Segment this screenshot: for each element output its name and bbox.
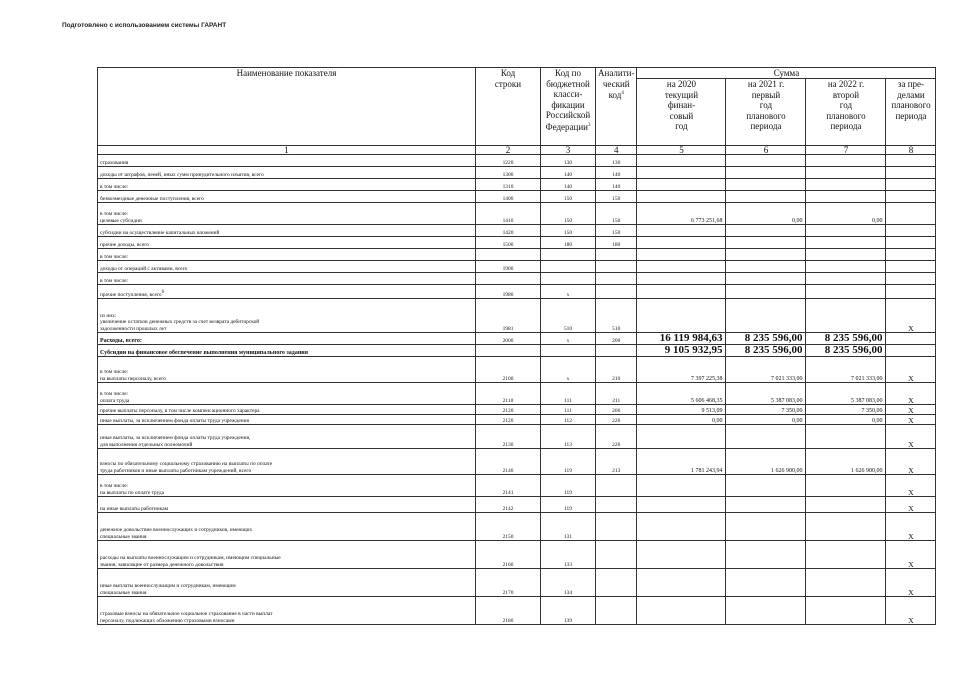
row-code: 1410 (476, 203, 541, 225)
sum-2022 (806, 425, 886, 449)
sum-2020: 9 105 932,95 (637, 345, 726, 357)
sum-beyond: X (886, 425, 936, 449)
sum-2022 (806, 285, 886, 299)
sum-2021 (726, 541, 806, 569)
sum-2020 (637, 425, 726, 449)
indicator-name: доходы от штрафов, пеней, иных сумм принудительного изъятия, всего (98, 167, 476, 179)
sum-2021 (726, 225, 806, 237)
analytic-code: 226 (596, 415, 637, 425)
sum-2022 (806, 155, 886, 167)
budget-code: 140 (541, 179, 596, 191)
sum-2021 (726, 425, 806, 449)
sum-2022: 7 021 333,00 (806, 357, 886, 383)
analytic-code: 180 (596, 237, 637, 249)
table-row (98, 497, 936, 513)
budget-code (541, 273, 596, 285)
row-code: 1420 (476, 225, 541, 237)
row-code: 2100 (476, 357, 541, 383)
sum-beyond: X (886, 299, 936, 333)
sum-beyond (886, 225, 936, 237)
sum-2021: 8 235 596,00 (726, 345, 806, 357)
budget-code: x (541, 285, 596, 299)
sum-beyond: X (886, 475, 936, 497)
sum-beyond (886, 191, 936, 203)
budget-code (541, 249, 596, 261)
analytic-code: 150 (596, 225, 637, 237)
budget-code: x (541, 357, 596, 383)
indicator-name: иные выплаты военнослужащим и сотрудникам, имеющим специальные звания (98, 569, 476, 597)
row-code: 2180 (476, 597, 541, 625)
budget-code: 510 (541, 299, 596, 333)
analytic-code (596, 569, 637, 597)
sum-2022 (806, 225, 886, 237)
table-row (98, 299, 936, 333)
sum-2021 (726, 497, 806, 513)
sum-2022 (806, 191, 886, 203)
table-row (98, 237, 936, 249)
indicator-name: в том числе: на выплаты по оплате труда (98, 475, 476, 497)
budget-code: x (541, 333, 596, 345)
indicator-name: прочие выплаты персоналу, в том числе компенсационного характера (98, 405, 476, 415)
sum-2020 (637, 285, 726, 299)
row-code: 2000 (476, 333, 541, 345)
row-code: 2130 (476, 425, 541, 449)
sum-2021 (726, 569, 806, 597)
sum-2020 (637, 497, 726, 513)
sum-2020 (637, 541, 726, 569)
sum-2020: 16 119 984,63 (637, 333, 726, 345)
table-row (98, 191, 936, 203)
table-row (98, 345, 936, 357)
indicator-name: субсидии на осуществление капитальных вложений (98, 225, 476, 237)
header-analytic-code: Аналити- ческий код$^4$ (596, 68, 637, 146)
sum-beyond: X (886, 449, 936, 475)
indicator-name: страхования (98, 155, 476, 167)
sum-2021 (726, 273, 806, 285)
sum-2021 (726, 155, 806, 167)
sum-2022 (806, 569, 886, 597)
analytic-code (596, 261, 637, 273)
budget-code (541, 345, 596, 357)
table-row (98, 597, 936, 625)
sum-2022 (806, 299, 886, 333)
sum-beyond: X (886, 597, 936, 625)
sum-2020 (637, 179, 726, 191)
sum-2022 (806, 273, 886, 285)
indicator-name: в том числе: на выплаты персоналу, всего (98, 357, 476, 383)
row-code: 2142 (476, 497, 541, 513)
row-code: 1310 (476, 179, 541, 191)
analytic-code: 266 (596, 405, 637, 415)
indicator-name: в том числе: оплата труда (98, 383, 476, 405)
sum-2022 (806, 167, 886, 179)
sum-beyond (886, 273, 936, 285)
table-row (98, 541, 936, 569)
sum-2021 (726, 249, 806, 261)
budget-code: 180 (541, 237, 596, 249)
financial-plan-table (97, 67, 936, 625)
indicator-name: иные выплаты, за исключением фонда оплаты труда учреждения, для выполнения отдельных полномочий (98, 425, 476, 449)
sum-2020: 6 773 251,68 (637, 203, 726, 225)
budget-code: 130 (541, 155, 596, 167)
row-code: 2150 (476, 513, 541, 541)
sum-2020 (637, 191, 726, 203)
sum-2021: 7 350,00 (726, 405, 806, 415)
sum-beyond (886, 261, 936, 273)
sum-2020: 0,00 (637, 415, 726, 425)
analytic-code (596, 497, 637, 513)
table-row (98, 449, 936, 475)
sum-2021 (726, 261, 806, 273)
table-row (98, 155, 936, 167)
analytic-code: 200 (596, 333, 637, 345)
analytic-code: 130 (596, 155, 637, 167)
table-row (98, 357, 936, 383)
header-code: Код строки (476, 68, 541, 146)
sum-2022 (806, 237, 886, 249)
sum-beyond (886, 203, 936, 225)
analytic-code: 213 (596, 449, 637, 475)
sum-2022 (806, 249, 886, 261)
table-row (98, 513, 936, 541)
table-row (98, 273, 936, 285)
header-2020: на 2020 текущий финан- совый год (637, 79, 726, 146)
header-budget-code: Код по бюджетной класси- фикации Российской Федерации$^3$ (541, 68, 596, 146)
table-row (98, 203, 936, 225)
indicator-name: страховые взносы на обязательное социальное страхование в части выплат персоналу, подлежащих обложению страховыми взносами (98, 597, 476, 625)
table-row (98, 569, 936, 597)
sum-beyond: X (886, 415, 936, 425)
row-code (476, 273, 541, 285)
sum-beyond (886, 249, 936, 261)
budget-code: 111 (541, 405, 596, 415)
col-number: 8 (886, 146, 936, 155)
row-code: 1980 (476, 285, 541, 299)
sum-2022: 5 387 083,00 (806, 383, 886, 405)
sum-2021 (726, 513, 806, 541)
indicator-name: взносы по обязательному социальному страхованию на выплаты по оплате труда работников и иные выплаты работникам учреждений, всего (98, 449, 476, 475)
garant-note: Подготовлено с использованием системы ГАРАНТ (62, 22, 227, 29)
indicator-name: безвозмездные денежные поступления, всего (98, 191, 476, 203)
sum-beyond: X (886, 541, 936, 569)
analytic-code: 140 (596, 179, 637, 191)
analytic-code (596, 273, 637, 285)
row-code (476, 249, 541, 261)
sum-beyond (886, 179, 936, 191)
sum-2022 (806, 497, 886, 513)
sum-2021: 8 235 596,00 (726, 333, 806, 345)
table-row (98, 225, 936, 237)
sum-2020 (637, 155, 726, 167)
indicator-name: в том числе: (98, 179, 476, 191)
sum-2022 (806, 597, 886, 625)
row-code: 1900 (476, 261, 541, 273)
indicator-name: Субсидии на финансовое обеспечение выполнения муниципального задания (98, 345, 476, 357)
analytic-code (596, 285, 637, 299)
indicator-name: в том числе: (98, 273, 476, 285)
analytic-code: 150 (596, 203, 637, 225)
sum-2022: 8 235 596,00 (806, 345, 886, 357)
header-2021: на 2021 г. первый год планового периода (726, 79, 806, 146)
sum-beyond (886, 237, 936, 249)
sum-2020 (637, 167, 726, 179)
analytic-code (596, 475, 637, 497)
sum-2021 (726, 179, 806, 191)
col-number: 1 (98, 146, 476, 155)
budget-code: 134 (541, 569, 596, 597)
col-number: 7 (806, 146, 886, 155)
analytic-code (596, 513, 637, 541)
sum-beyond: X (886, 405, 936, 415)
indicator-name: прочие поступления, всего$^6$ (98, 285, 476, 299)
table-row (98, 405, 936, 415)
sum-2021: 0,00 (726, 415, 806, 425)
sum-2022 (806, 513, 886, 541)
sum-2021: 0,00 (726, 203, 806, 225)
table-row (98, 261, 936, 273)
budget-code: 150 (541, 191, 596, 203)
sum-2020 (637, 597, 726, 625)
col-number: 4 (596, 146, 637, 155)
header-name: Наименование показателя (98, 68, 476, 146)
analytic-code (596, 597, 637, 625)
header-sum: Сумма (637, 68, 936, 79)
budget-code: 140 (541, 167, 596, 179)
sum-2021 (726, 475, 806, 497)
budget-code: 150 (541, 225, 596, 237)
sum-beyond: X (886, 569, 936, 597)
indicator-name: на иные выплаты работникам (98, 497, 476, 513)
sum-beyond: X (886, 383, 936, 405)
sum-beyond: X (886, 513, 936, 541)
sum-2020 (637, 513, 726, 541)
analytic-code: 210 (596, 357, 637, 383)
budget-code: 133 (541, 541, 596, 569)
sum-beyond (886, 333, 936, 345)
budget-code: 150 (541, 203, 596, 225)
budget-code: 119 (541, 475, 596, 497)
sum-2022: 1 626 900,00 (806, 449, 886, 475)
sum-2022 (806, 261, 886, 273)
row-code: 2120 (476, 415, 541, 425)
indicator-name: расходы на выплаты военнослужащим и сотрудникам, имеющим специальные звания, зависящие от размера денежного довольствия (98, 541, 476, 569)
header-2022: на 2022 г. второй год планового периода (806, 79, 886, 146)
row-code: 1981 (476, 299, 541, 333)
sum-2020 (637, 237, 726, 249)
analytic-code (596, 345, 637, 357)
sum-2020 (637, 475, 726, 497)
sum-2020: 1 781 243,94 (637, 449, 726, 475)
col-number: 5 (637, 146, 726, 155)
table-body (98, 155, 936, 625)
sum-2022: 0,00 (806, 203, 886, 225)
budget-code: 111 (541, 383, 596, 405)
row-code: 2141 (476, 475, 541, 497)
row-code: 2120 (476, 405, 541, 415)
analytic-code: 211 (596, 383, 637, 405)
sum-2020 (637, 569, 726, 597)
row-code: 1500 (476, 237, 541, 249)
indicator-name: Расходы, всего: (98, 333, 476, 345)
indicator-name: в том числе: (98, 249, 476, 261)
indicator-name: доходы от операций с активами, всего (98, 261, 476, 273)
table-row (98, 333, 936, 345)
sum-2021 (726, 299, 806, 333)
sum-2022 (806, 179, 886, 191)
col-number: 2 (476, 146, 541, 155)
table-row (98, 285, 936, 299)
row-code: 2170 (476, 569, 541, 597)
row-code: 2140 (476, 449, 541, 475)
analytic-code (596, 541, 637, 569)
sum-2022 (806, 475, 886, 497)
col-number: 6 (726, 146, 806, 155)
indicator-name: прочие доходы, всего (98, 237, 476, 249)
indicator-name: в том числе: целевые субсидии (98, 203, 476, 225)
analytic-code: 150 (596, 191, 637, 203)
table-row (98, 383, 936, 405)
table-row (98, 475, 936, 497)
budget-code: 131 (541, 513, 596, 541)
budget-code: 112 (541, 415, 596, 425)
row-code: 2160 (476, 541, 541, 569)
sum-2020 (637, 299, 726, 333)
table-row (98, 425, 936, 449)
sum-2021: 5 387 083,00 (726, 383, 806, 405)
sum-beyond (886, 155, 936, 167)
sum-2021: 7 021 333,00 (726, 357, 806, 383)
sum-2020: 5 606 468,35 (637, 383, 726, 405)
sum-2020 (637, 261, 726, 273)
row-code: 1400 (476, 191, 541, 203)
sum-2020: 7 397 225,38 (637, 357, 726, 383)
budget-code: 119 (541, 449, 596, 475)
indicator-name: из них: увеличение остатков денежных средств за счет возврата дебиторской задолженности прошлых лет (98, 299, 476, 333)
sum-2021 (726, 597, 806, 625)
sum-2020 (637, 249, 726, 261)
budget-code: 113 (541, 425, 596, 449)
analytic-code: 226 (596, 425, 637, 449)
sum-2020: 9 513,09 (637, 405, 726, 415)
col-number: 3 (541, 146, 596, 155)
table-row (98, 249, 936, 261)
plan-table-container (97, 67, 936, 625)
sum-beyond (886, 285, 936, 299)
table-row (98, 415, 936, 425)
sum-2021 (726, 191, 806, 203)
analytic-code: 140 (596, 167, 637, 179)
budget-code (541, 261, 596, 273)
budget-code: 139 (541, 597, 596, 625)
sum-2020 (637, 273, 726, 285)
row-code (476, 345, 541, 357)
analytic-code: 510 (596, 299, 637, 333)
sum-2022: 8 235 596,00 (806, 333, 886, 345)
sum-beyond (886, 345, 936, 357)
sum-beyond: X (886, 357, 936, 383)
sum-2021 (726, 237, 806, 249)
sum-2022: 0,00 (806, 415, 886, 425)
sum-2021 (726, 285, 806, 299)
budget-code: 119 (541, 497, 596, 513)
indicator-name: денежное довольствие военнослужащих и сотрудников, имеющих специальные звания (98, 513, 476, 541)
row-code: 1300 (476, 167, 541, 179)
sum-beyond: X (886, 497, 936, 513)
analytic-code (596, 249, 637, 261)
header-beyond: за пре- делами планового периода (886, 79, 936, 146)
sum-2020 (637, 225, 726, 237)
row-code: 1220 (476, 155, 541, 167)
sum-2022 (806, 541, 886, 569)
table-row (98, 179, 936, 191)
row-code: 2110 (476, 383, 541, 405)
sum-beyond (886, 167, 936, 179)
sum-2022: 7 350,00 (806, 405, 886, 415)
sum-2021: 1 626 900,00 (726, 449, 806, 475)
indicator-name: иные выплаты, за исключением фонда оплаты труда учреждения (98, 415, 476, 425)
table-row (98, 167, 936, 179)
sum-2021 (726, 167, 806, 179)
